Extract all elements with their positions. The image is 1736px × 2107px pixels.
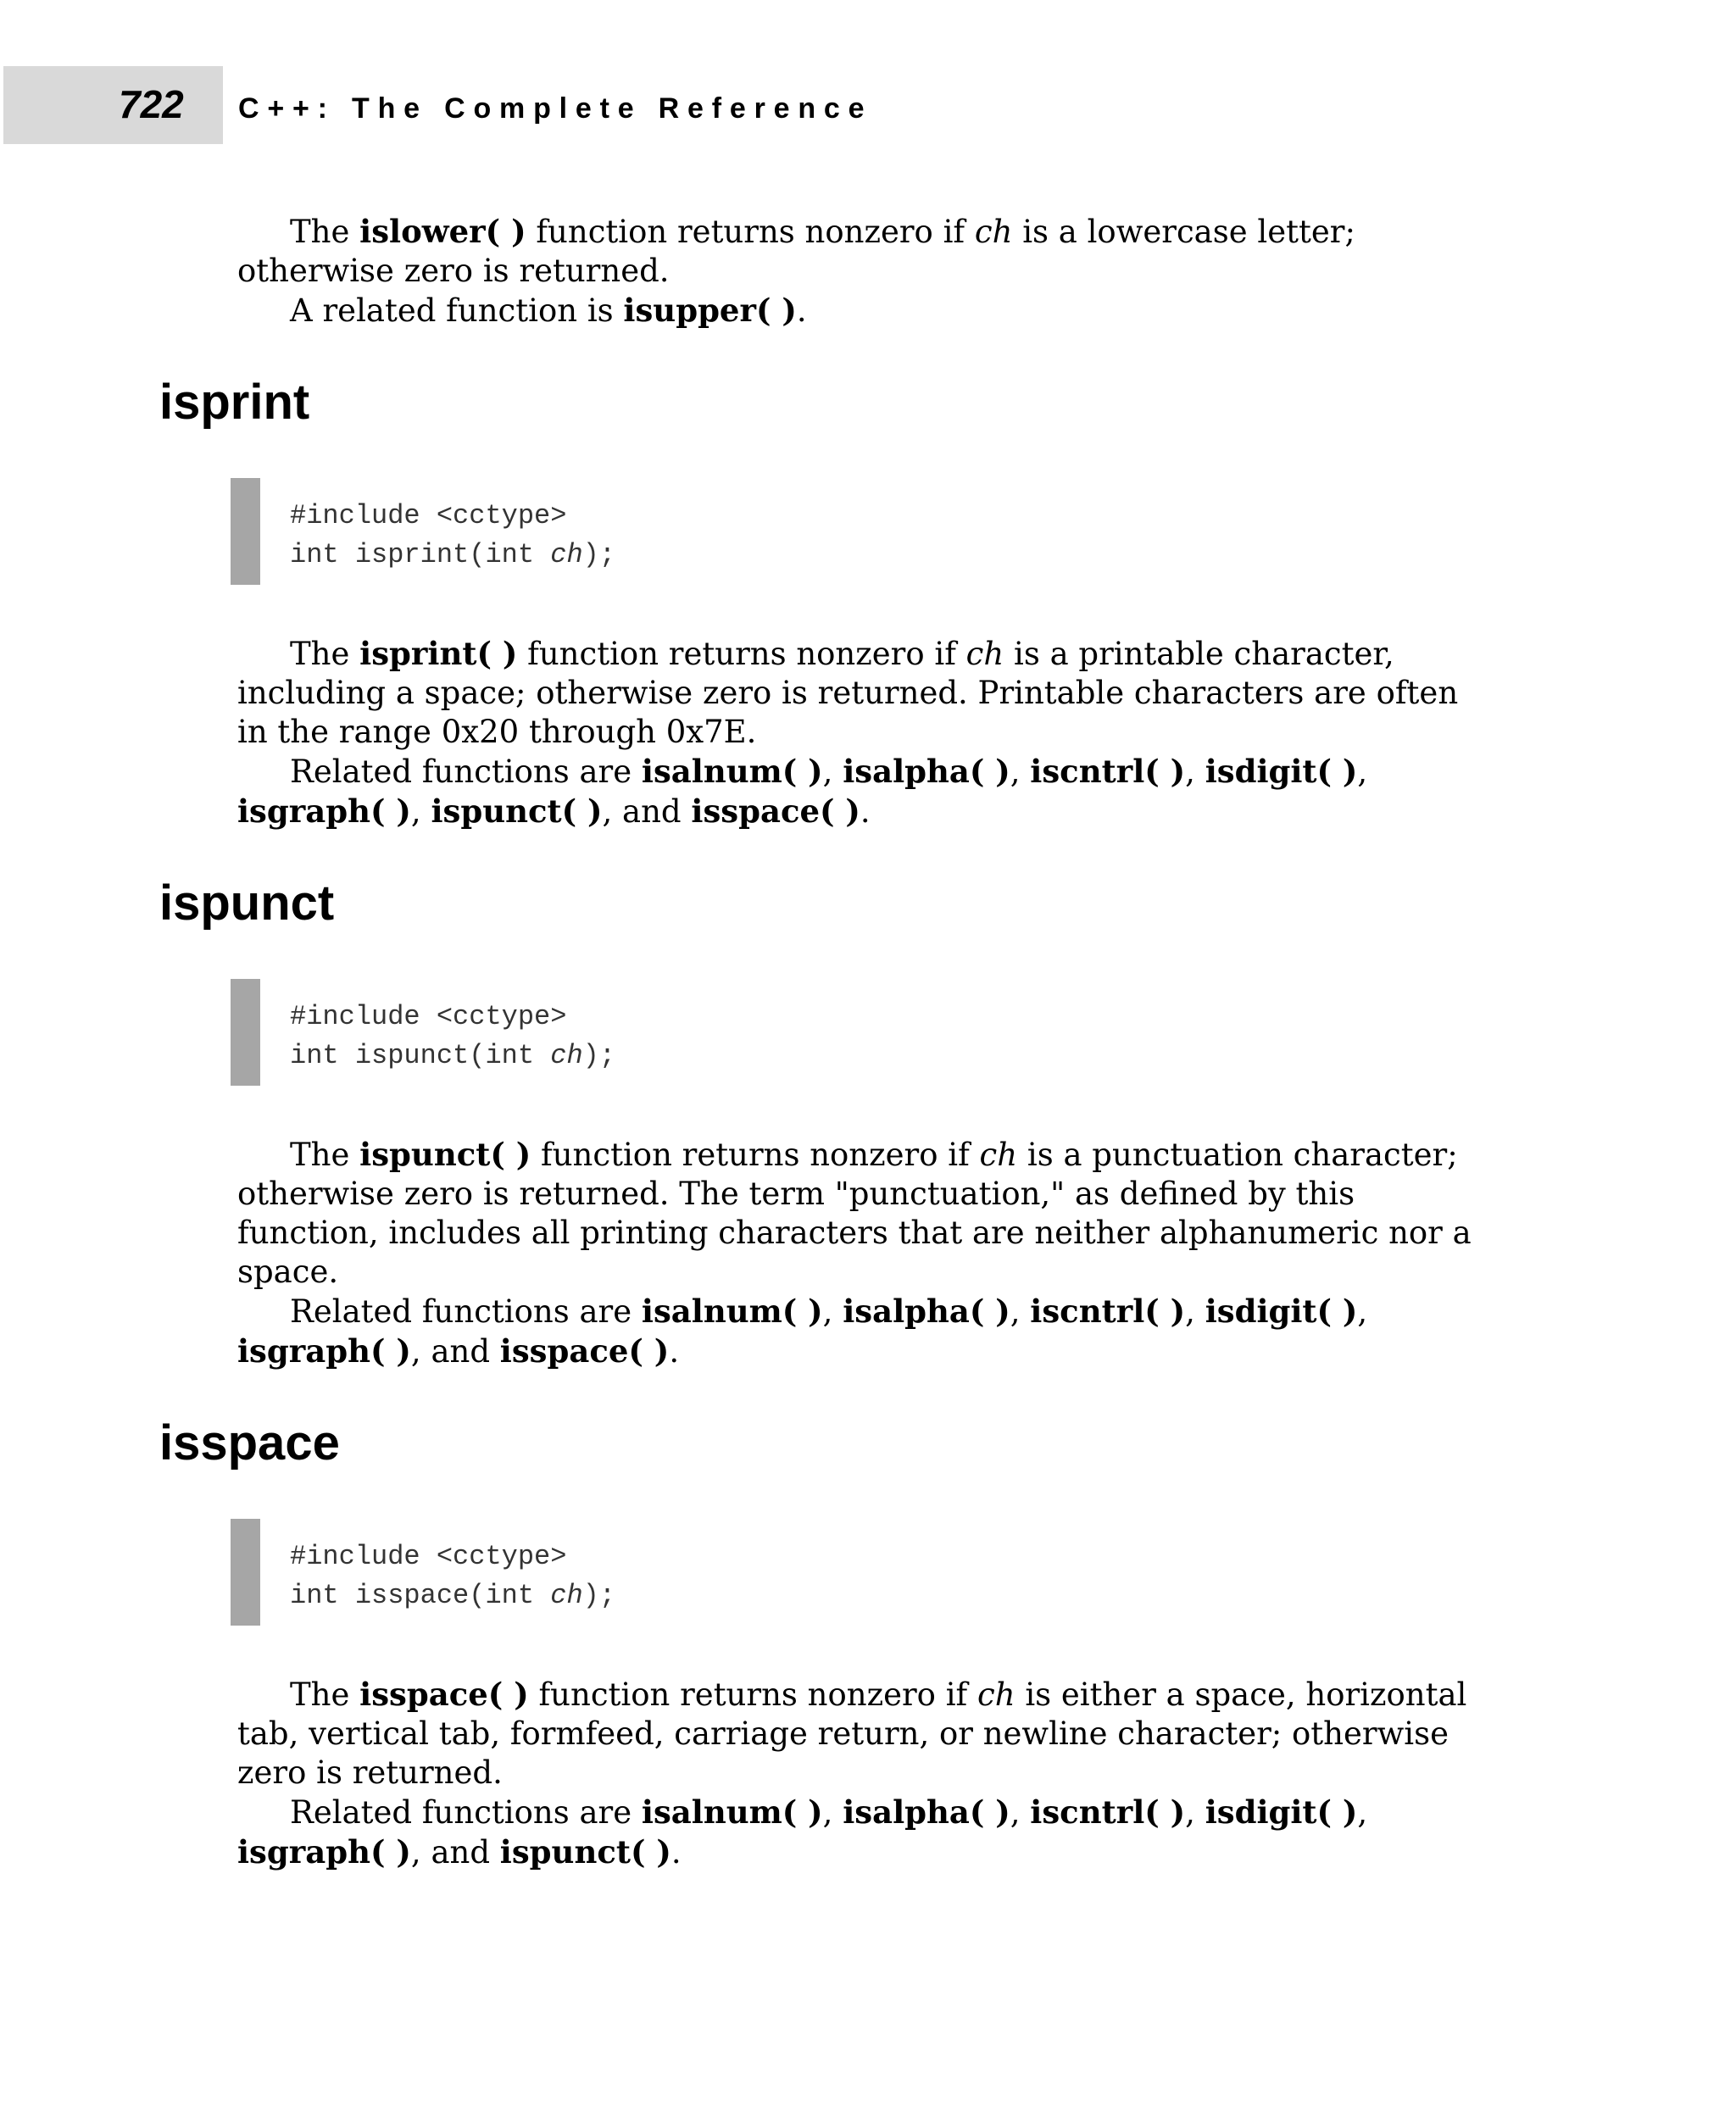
code-block-isprint <box>231 478 1492 585</box>
argument-name: ch <box>974 214 1013 250</box>
isspace-related: Related functions are isalnum( ), isalpha( ), iscntrl( ), isdigit( ), isgraph( ), and ispunct( ). <box>237 1793 1368 1871</box>
section-title-isprint: isprint <box>159 375 310 430</box>
code-bar <box>231 1519 260 1626</box>
function-name: isspace( ) <box>359 1676 529 1713</box>
function-name: isupper( ) <box>623 292 797 329</box>
code-block-ispunct <box>231 979 1492 1086</box>
code-bar <box>231 478 260 585</box>
function-name: isprint( ) <box>359 635 518 672</box>
ispunct-related: Related functions are isalnum( ), isalpha( ), iscntrl( ), isdigit( ), isgraph( ), and isspace( ). <box>237 1293 1368 1370</box>
page-number: 722 <box>119 82 184 126</box>
function-name: ispunct( ) <box>359 1136 531 1173</box>
code-lines: #include <cctype> int isprint(int ch); <box>290 500 616 570</box>
code-bar <box>231 979 260 1086</box>
code-block-isspace <box>231 1519 1492 1626</box>
isprint-related: Related functions are isalnum( ), isalpha( ), iscntrl( ), isdigit( ), isgraph( ), ispunct( ), and isspace( ). <box>237 753 1368 830</box>
section-title-isspace: isspace <box>159 1415 340 1470</box>
function-name: islower( ) <box>359 213 526 250</box>
ispunct-description: The ispunct( ) function returns nonzero if ch is a punctuation character; otherwise zero is returned. The term "punctuation," as defined by this function, includes all printing characters that are neither alphanumeric nor a space. <box>237 1136 1472 1290</box>
page-number-tab <box>3 66 223 144</box>
section-title-ispunct: ispunct <box>159 876 335 931</box>
page-body <box>159 212 1492 1872</box>
argument-name: ch <box>979 1137 1018 1173</box>
code-lines: #include <cctype> int isspace(int ch); <box>290 1541 616 1611</box>
islower-description: The islower( ) function returns nonzero if ch is a lowercase letter; otherwise zero is returned. <box>237 213 1355 289</box>
running-title: C++: The Complete Reference <box>238 92 873 125</box>
code-lines: #include <cctype> int ispunct(int ch); <box>290 1001 616 1071</box>
islower-related: A related function is isupper( ). <box>290 292 807 329</box>
argument-name: ch <box>977 1676 1015 1713</box>
isspace-description: The isspace( ) function returns nonzero if ch is either a space, horizontal tab, vertical tab, formfeed, carriage return, or newline character; otherwise zero is returned. <box>237 1676 1467 1791</box>
isprint-description: The isprint( ) function returns nonzero if ch is a printable character, including a space; otherwise zero is returned. Printable characters are often in the range 0x20 through 0x7E. <box>237 635 1459 750</box>
argument-name: ch <box>965 636 1004 672</box>
